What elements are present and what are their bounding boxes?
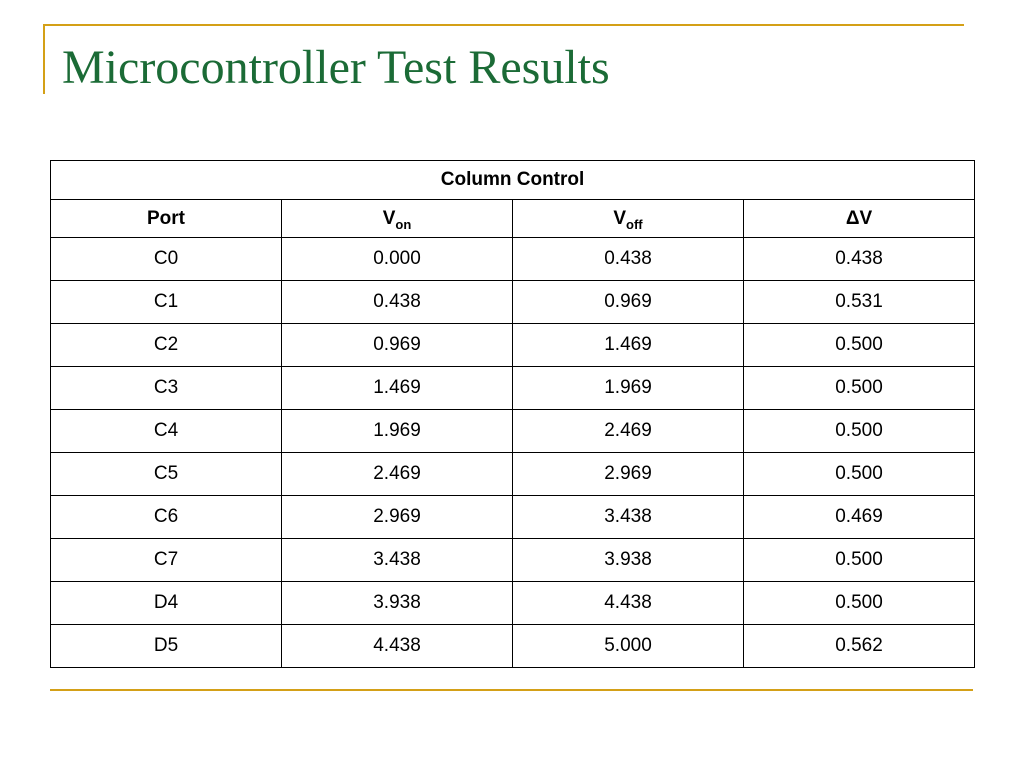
voff-cell: 0.438 (513, 238, 744, 281)
port-cell: C6 (51, 496, 282, 539)
table-row (51, 625, 975, 668)
voff-cell: 5.000 (513, 625, 744, 668)
table-row (51, 496, 975, 539)
delta-v-cell: 0.500 (744, 453, 975, 496)
delta-v-cell: 0.500 (744, 539, 975, 582)
table-row (51, 453, 975, 496)
port-cell: C1 (51, 281, 282, 324)
results-table (50, 160, 975, 668)
port-cell: C4 (51, 410, 282, 453)
voff-cell: 3.938 (513, 539, 744, 582)
von-header-sub: on (395, 216, 412, 232)
von-cell: 2.969 (282, 496, 513, 539)
table-group-header-row (51, 161, 975, 200)
table-header-row (51, 200, 975, 238)
voff-cell: 1.469 (513, 324, 744, 367)
port-cell: C7 (51, 539, 282, 582)
voff-cell: 3.438 (513, 496, 744, 539)
delta-v-cell: 0.500 (744, 582, 975, 625)
voff-header-main: V (613, 207, 627, 229)
port-cell: D4 (51, 582, 282, 625)
table-row (51, 324, 975, 367)
port-cell: C3 (51, 367, 282, 410)
von-cell: 3.938 (282, 582, 513, 625)
table-row (51, 582, 975, 625)
voff-cell: 2.969 (513, 453, 744, 496)
port-cell: C2 (51, 324, 282, 367)
delta-v-cell: 0.500 (744, 367, 975, 410)
table-row (51, 238, 975, 281)
von-header-main: V (382, 207, 396, 229)
delta-v-cell: 0.469 (744, 496, 975, 539)
delta-v-cell: 0.531 (744, 281, 975, 324)
table-row (51, 281, 975, 324)
von-cell: 4.438 (282, 625, 513, 668)
von-cell: 0.000 (282, 238, 513, 281)
von-cell: 1.469 (282, 367, 513, 410)
column-control-header: Column Control (51, 161, 975, 200)
voff-header (513, 200, 744, 238)
table-row (51, 367, 975, 410)
von-cell: 2.469 (282, 453, 513, 496)
von-header (282, 200, 513, 238)
accent-line-bottom (50, 689, 973, 691)
voff-cell: 2.469 (513, 410, 744, 453)
delta-v-cell: 0.562 (744, 625, 975, 668)
delta-v-cell: 0.438 (744, 238, 975, 281)
von-cell: 0.438 (282, 281, 513, 324)
von-cell: 0.969 (282, 324, 513, 367)
slide-title: Microcontroller Test Results (62, 41, 610, 94)
delta-v-header: ΔV (744, 200, 975, 238)
voff-cell: 4.438 (513, 582, 744, 625)
accent-line-left (43, 24, 45, 94)
voff-header-sub: off (626, 216, 643, 232)
von-cell: 1.969 (282, 410, 513, 453)
port-header: Port (51, 200, 282, 238)
table-row (51, 539, 975, 582)
delta-v-cell: 0.500 (744, 410, 975, 453)
delta-v-cell: 0.500 (744, 324, 975, 367)
port-cell: C0 (51, 238, 282, 281)
accent-line-top (43, 24, 964, 26)
voff-cell: 0.969 (513, 281, 744, 324)
port-cell: D5 (51, 625, 282, 668)
table-row (51, 410, 975, 453)
port-cell: C5 (51, 453, 282, 496)
voff-cell: 1.969 (513, 367, 744, 410)
von-cell: 3.438 (282, 539, 513, 582)
